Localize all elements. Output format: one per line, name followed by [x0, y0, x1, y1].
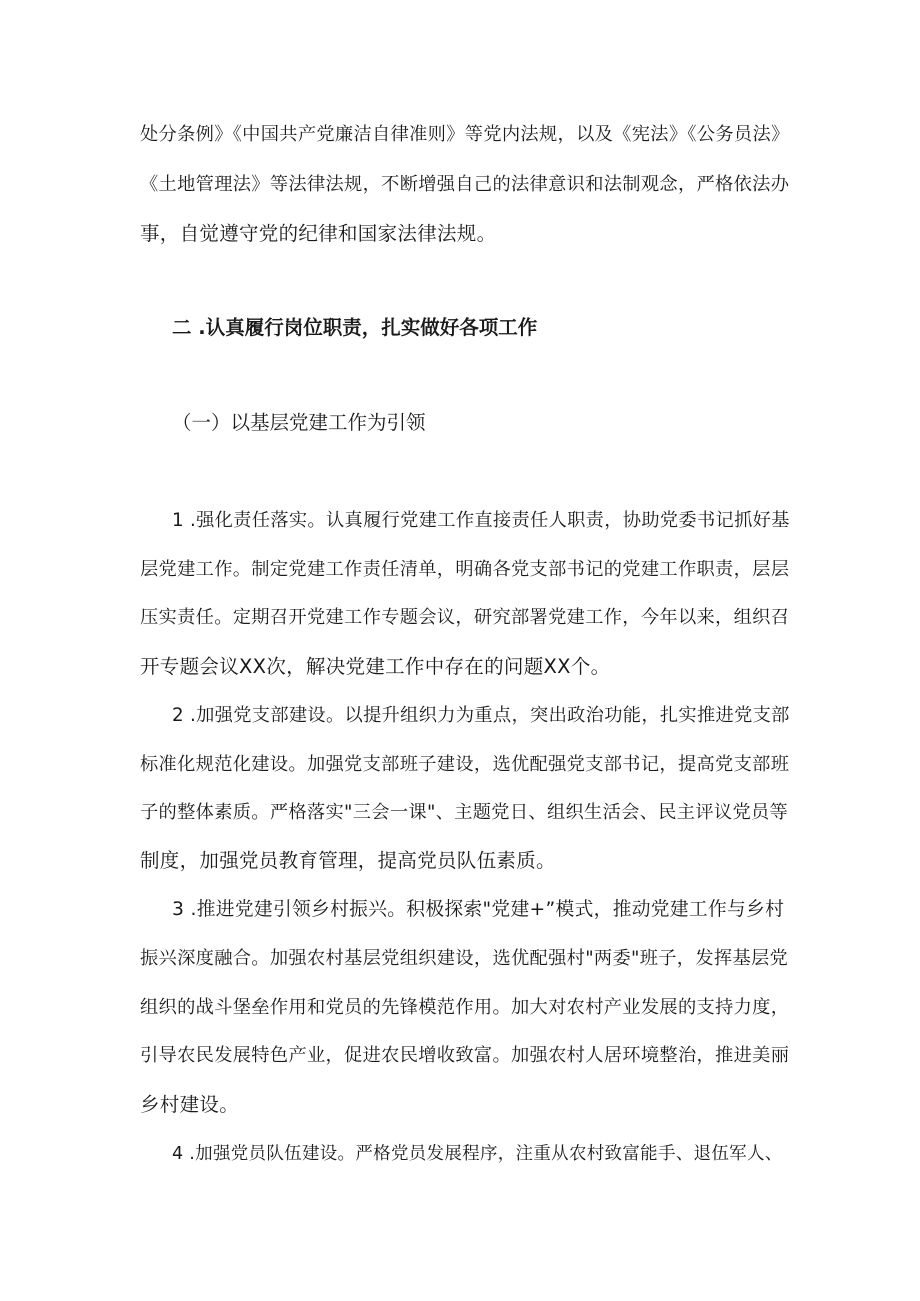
- item4-line-1: 4 .加强党员队伍建设。严格党员发展程序，注重从农村致富能手、退伍军人、: [172, 1144, 783, 1164]
- item3-line-1: 3 .推进党建引领乡村振兴。积极探索"党建+”模式，推动党建工作与乡村: [172, 899, 785, 920]
- item2-line-4: 制度，加强党员教育管理，提高党员队伍素质。: [140, 849, 556, 872]
- item1-line-4: 开专题会议XX次，解决党建工作中存在的问题XX个。: [140, 655, 611, 678]
- item2-line-1: 2 .加强党支部建设。以提升组织力为重点，突出政治功能，扎实推进党支部: [172, 705, 790, 726]
- item3-line-4: 引导农民发展特色产业，促进农民增收致富。加强农村人居环境整治，推进美丽: [140, 1045, 790, 1066]
- item1-line-2: 层党建工作。制定党建工作责任清单，明确各党支部书记的党建工作职责，层层: [140, 559, 790, 580]
- intro-line-2: 《土地管理法》等法律法规，不断增强自己的法律意识和法制观念，严格依法办: [140, 174, 790, 195]
- item1-line-1: 1 .强化责任落实。认真履行党建工作直接责任人职责，协助党委书记抓好基: [172, 510, 790, 531]
- section-two-title: 二 .认真履行岗位职责，扎实做好各项工作: [172, 316, 538, 339]
- item3-line-3: 组织的战斗堡垒作用和党员的先锋模范作用。加大对农村产业发展的支持力度，: [140, 997, 790, 1018]
- subsection-one-title: （一）以基层党建工作为引领: [172, 411, 426, 434]
- intro-line-3: 事，自觉遵守党的纪律和国家法律法规。: [140, 222, 497, 245]
- item3-line-2: 振兴深度融合。加强农村基层党组织建设，选优配强村"两委"班子，发挥基层党: [140, 948, 789, 969]
- item3-line-5: 乡村建设。: [140, 1093, 240, 1116]
- item2-line-2: 标准化规范化建设。加强党支部班子建设，选优配强党支部书记，提高党支部班: [140, 754, 790, 775]
- item1-line-3: 压实责任。定期召开党建工作专题会议，研究部署党建工作，今年以来，组织召: [140, 607, 790, 628]
- item2-line-3: 子的整体素质。严格落实"三会一课"、主题党日、组织生活会、民主评议党员等: [140, 802, 789, 823]
- intro-line-1: 处分条例》《中国共产党廉洁自律准则》等党内法规，以及《宪法》《公务员法》: [140, 124, 790, 145]
